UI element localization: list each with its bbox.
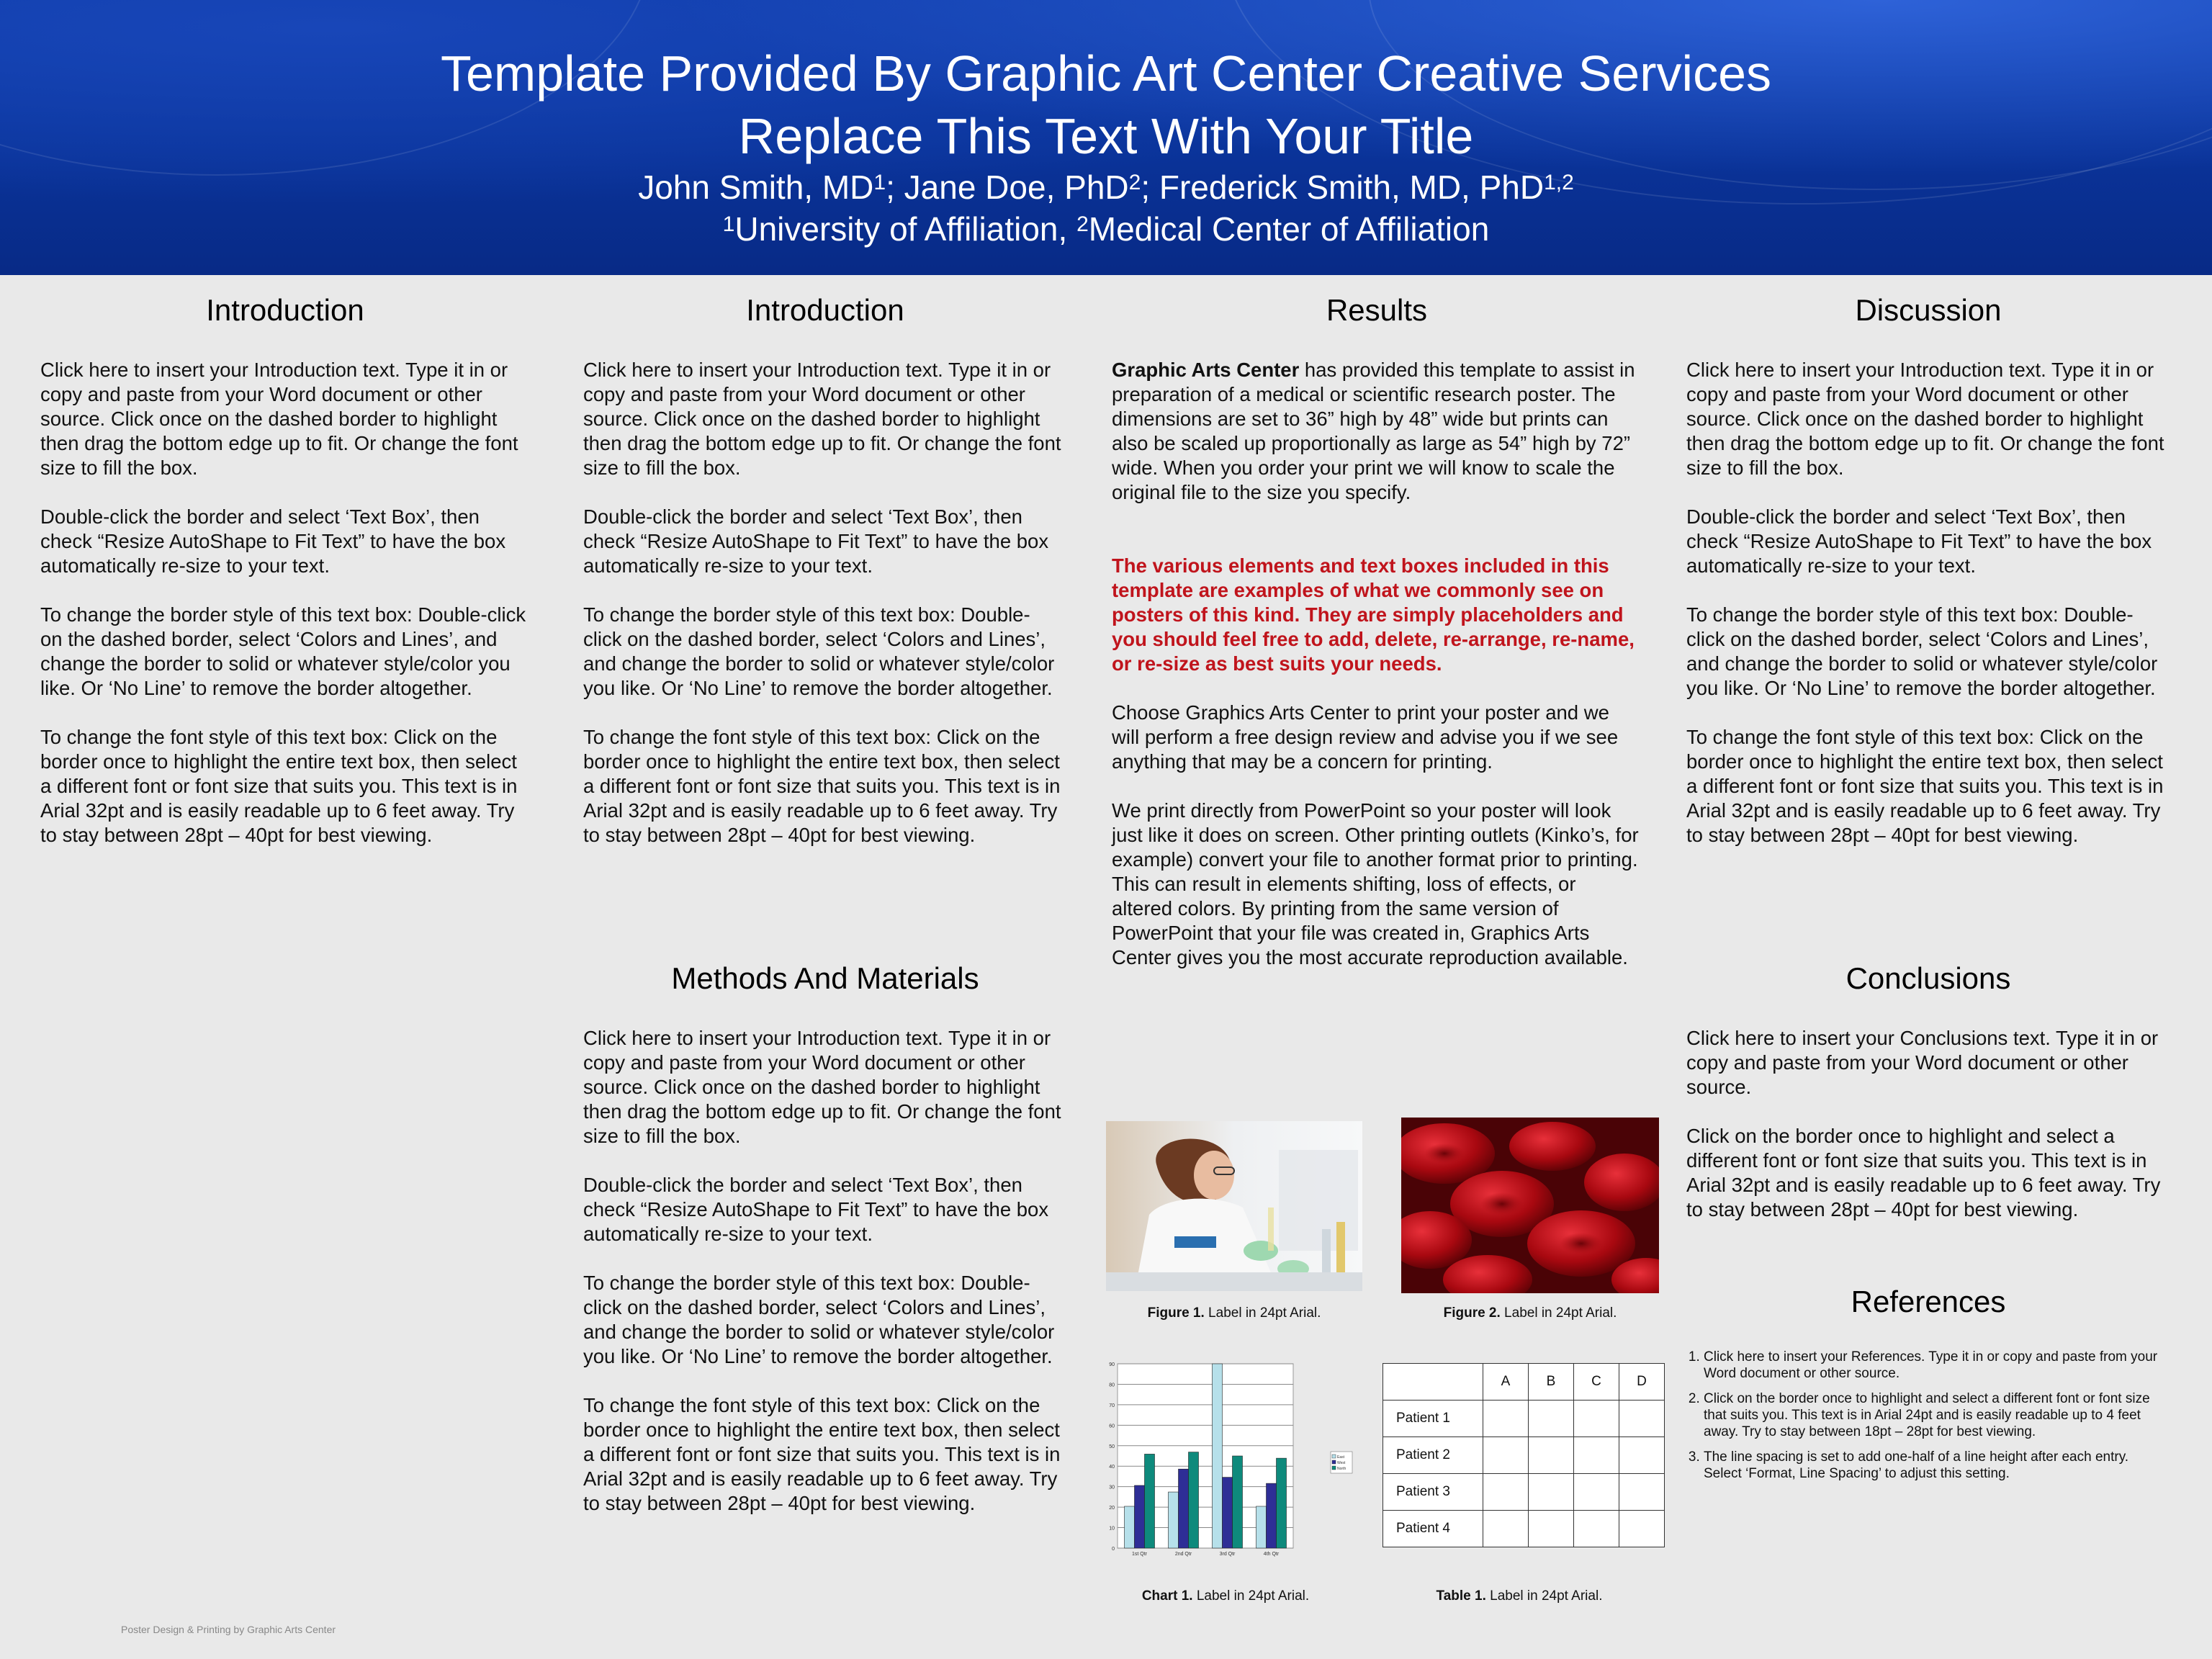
table-cell (1619, 1511, 1665, 1547)
chart-bar (1135, 1485, 1145, 1548)
col2-body[interactable] (583, 358, 1067, 872)
table-row (1383, 1401, 1665, 1437)
table-row-label: Patient 2 (1383, 1437, 1483, 1474)
affiliation-name: University of Affiliation (734, 210, 1058, 248)
author-sup: 2 (1128, 171, 1141, 194)
chart-bar (1169, 1492, 1179, 1548)
chart-legend-label: North (1337, 1467, 1346, 1471)
figure2-caption-text: Label in 24pt Arial. (1500, 1305, 1617, 1321)
chart-bar (1213, 1364, 1223, 1548)
chart-bar (1277, 1458, 1287, 1548)
chart-y-tick-label: 10 (1109, 1526, 1115, 1532)
results-heading: Results (1326, 293, 1428, 327)
col1-paragraph: Click here to insert your Introduction text. Type it in or copy and paste from your Word document or other source. Click once on the dashed border to highlight then drag the bottom edge up to fit. Or change the font size to fill the box. (40, 359, 518, 479)
chart-y-tick-label: 0 (1112, 1547, 1115, 1552)
table-cell (1529, 1437, 1574, 1474)
chart1-caption-label: Chart 1. (1141, 1588, 1193, 1604)
chart-y-tick-label: 20 (1109, 1506, 1115, 1511)
author-name: Jane Doe, PhD (904, 168, 1129, 206)
table-cell (1574, 1401, 1619, 1437)
author-sup: 1 (873, 171, 886, 194)
chart-bar (1189, 1452, 1199, 1548)
chart-legend-swatch (1332, 1460, 1336, 1464)
results-bold-name: Graphic Arts Center (1112, 359, 1300, 381)
col1-paragraph: Double-click the border and select ‘Text Box’, then check “Resize AutoShape to Fit Text” to have the box automatically re-size to your text. (40, 505, 506, 577)
results-paragraph: Choose Graphics Arts Center to print your poster and we will perform a free design review and advise you if we see anything that may be a concern for printing. (1112, 701, 1619, 773)
results-body[interactable] (1112, 358, 1642, 994)
col2-paragraph: Double-click the border and select ‘Text Box’, then check “Resize AutoShape to Fit Text” to have the box automatically re-size to your text. (583, 505, 1049, 577)
table-header-cell (1383, 1364, 1483, 1401)
conclusions-heading: Conclusions (1845, 961, 2011, 995)
chart-y-tick-label: 60 (1109, 1424, 1115, 1429)
table-cell (1619, 1437, 1665, 1474)
figure2-caption-label: Figure 2. (1443, 1305, 1501, 1321)
table-cell (1483, 1437, 1529, 1474)
affiliation-sep: , (1058, 210, 1077, 248)
chart1-container (1096, 1359, 1355, 1563)
col1-heading: Introduction (206, 293, 364, 327)
figure1-caption (1106, 1305, 1362, 1322)
poster-header (0, 0, 2212, 275)
authors-line (0, 166, 2212, 209)
chart-bar (1145, 1454, 1155, 1548)
results-red-note: The various elements and text boxes included in this template are examples of what we commonly see on posters of this kind. They are simply placeholders and you should feel free to add, delete, re-arrange, re-name, or re-size as best suits your needs. (1112, 554, 1635, 675)
conclusions-body[interactable] (1686, 1026, 2170, 1246)
table-cell (1619, 1401, 1665, 1437)
chart-bar (1256, 1506, 1267, 1548)
discussion-paragraph: To change the font style of this text box: Click on the border once to highlight the entire text box, then select a different font or font size that suits you. This text is in Arial 32pt and is easily readable up to 6 feet away. Try to stay between 28pt – 40pt for best viewing. (1686, 726, 2164, 846)
author-sup: 1,2 (1544, 171, 1574, 194)
table-row (1383, 1437, 1665, 1474)
chart-y-tick-label: 70 (1109, 1403, 1115, 1408)
lab-scientist-illustration (1106, 1121, 1362, 1291)
chart-legend-label: East (1337, 1455, 1345, 1460)
col2-heading: Introduction (746, 293, 904, 327)
col2-paragraph: To change the font style of this text box: Click on the border once to highlight the entire text box, then select a different font or font size that suits you. This text is in Arial 32pt and is easily readable up to 6 feet away. Try to stay between 28pt – 40pt for best viewing. (583, 726, 1061, 846)
table-cell (1529, 1511, 1574, 1547)
author-sep: ; (1141, 168, 1159, 206)
discussion-paragraph: To change the border style of this text box: Double-click on the dashed border, select ‘Colors and Lines’, and change the border to solid or whatever style/color you like. Or ‘No Line’ to remove the border altogether. (1686, 603, 2158, 699)
affiliations-line (0, 207, 2212, 251)
figure1-caption-text: Label in 24pt Arial. (1204, 1305, 1321, 1321)
chart-x-tick-label: 4th Qtr (1263, 1552, 1280, 1557)
discussion-paragraph: Click here to insert your Introduction text. Type it in or copy and paste from your Word document or other source. Click once on the dashed border to highlight then drag the bottom edge up to fit. Or change the font size to fill the box. (1686, 359, 2164, 479)
methods-body[interactable] (583, 1026, 1067, 1540)
col1-paragraph: To change the border style of this text box: Double-click on the dashed border, select ‘Colors and Lines’, and change the border to solid or whatever style/color you like. Or ‘No Line’ to remove the border altogether. (40, 603, 526, 699)
results-paragraph: We print directly from PowerPoint so your poster will look just like it does on screen. Other printing outlets (Kinko’s, for example) convert your file to another format prior to printing. This can result in elements shifting, loss of effects, or altered colors. By printing from the same version of PowerPoint that your file was created in, Graphics Arts Center gives you the most accurate reproduction available. (1112, 799, 1639, 968)
table1 (1382, 1363, 1665, 1547)
chart1 (1096, 1359, 1355, 1563)
chart1-caption (1096, 1588, 1355, 1605)
footer-credit: Poster Design & Printing by Graphic Arts Center (121, 1624, 336, 1635)
table-row-label: Patient 3 (1383, 1474, 1483, 1511)
reference-item: 1. Click here to insert your References. Type it in or copy and paste from your Word document or other source. (1704, 1349, 2170, 1382)
blood-cells-illustration (1401, 1118, 1659, 1293)
col1-paragraph: To change the font style of this text box: Click on the border once to highlight the entire text box, then select a different font or font size that suits you. This text is in Arial 32pt and is easily readable up to 6 feet away. Try to stay between 28pt – 40pt for best viewing. (40, 726, 518, 846)
table-cell (1574, 1474, 1619, 1511)
figure1-image (1106, 1121, 1362, 1291)
figure1-caption-label: Figure 1. (1147, 1305, 1205, 1321)
table-header-cell: D (1619, 1364, 1665, 1401)
table-cell (1483, 1511, 1529, 1547)
table-cell (1619, 1474, 1665, 1511)
chart-bar (1179, 1469, 1189, 1548)
results-paragraph-text: has provided this template to assist in preparation of a medical or scientific research poster. The dimensions are set to 36” high by 48” wide but prints can also be scaled up proportionally as large as 54” high by 72” wide. When you order your print we will know to scale the original file to the size you specify. (1112, 359, 1635, 503)
table-row-label: Patient 4 (1383, 1511, 1483, 1547)
chart-bar (1267, 1483, 1277, 1548)
discussion-body[interactable] (1686, 358, 2170, 872)
col2-paragraph: Click here to insert your Introduction text. Type it in or copy and paste from your Word document or other source. Click once on the dashed border to highlight then drag the bottom edge up to fit. Or change the font size to fill the box. (583, 359, 1061, 479)
table-header-cell: B (1529, 1364, 1574, 1401)
methods-heading: Methods And Materials (671, 961, 979, 995)
affiliation-sup: 2 (1076, 212, 1089, 236)
reference-item: 2. Click on the border once to highlight and select a different font or font size that suits you. This text is in Arial 24pt and is easily readable up to 4 feet away. Try to stay between 18pt – 28pt for best viewing. (1704, 1390, 2170, 1440)
table-cell (1574, 1437, 1619, 1474)
table-header-cell: C (1574, 1364, 1619, 1401)
results-paragraph (1112, 358, 1642, 505)
table-cell (1483, 1401, 1529, 1437)
chart-y-tick-label: 80 (1109, 1382, 1115, 1388)
chart-bar (1125, 1506, 1135, 1548)
discussion-heading: Discussion (1855, 293, 2002, 327)
figure2-caption (1401, 1305, 1659, 1322)
table1-caption (1382, 1588, 1656, 1605)
table-cell (1529, 1474, 1574, 1511)
table-cell (1529, 1401, 1574, 1437)
methods-paragraph: Double-click the border and select ‘Text Box’, then check “Resize AutoShape to Fit Text” to have the box automatically re-size to your text. (583, 1174, 1049, 1245)
col2-paragraph: To change the border style of this text box: Double-click on the dashed border, select ‘Colors and Lines’, and change the border to solid or whatever style/color you like. Or ‘No Line’ to remove the border altogether. (583, 603, 1055, 699)
chart-y-tick-label: 40 (1109, 1465, 1115, 1470)
table1-caption-text: Label in 24pt Arial. (1485, 1588, 1603, 1604)
table-cell (1483, 1474, 1529, 1511)
methods-paragraph: Click here to insert your Introduction text. Type it in or copy and paste from your Word document or other source. Click once on the dashed border to highlight then drag the bottom edge up to fit. Or change the font size to fill the box. (583, 1027, 1061, 1147)
references-list[interactable] (1686, 1349, 2170, 1491)
col1-body[interactable] (40, 358, 530, 872)
table-row (1383, 1474, 1665, 1511)
poster-title-line1: Template Provided By Graphic Art Center Creative Services (441, 45, 1771, 102)
chart-bar (1223, 1478, 1233, 1548)
chart-y-tick-label: 90 (1109, 1362, 1115, 1367)
chart-y-tick-label: 50 (1109, 1444, 1115, 1449)
figure2-image (1401, 1118, 1659, 1293)
chart-legend-swatch (1332, 1466, 1336, 1470)
table-row (1383, 1511, 1665, 1547)
table-header-cell: A (1483, 1364, 1529, 1401)
methods-paragraph: To change the border style of this text box: Double-click on the dashed border, select ‘Colors and Lines’, and change the border to solid or whatever style/color you like. Or ‘No Line’ to remove the border altogether. (583, 1272, 1055, 1367)
table1-caption-label: Table 1. (1436, 1588, 1486, 1604)
chart-x-tick-label: 1st Qtr (1131, 1552, 1148, 1557)
chart-x-tick-label: 2nd Qtr (1174, 1552, 1192, 1557)
chart-legend-swatch (1332, 1455, 1336, 1458)
author-name: John Smith, MD (638, 168, 874, 206)
poster-title-line2: Replace This Text With Your Title (738, 108, 1474, 164)
affiliation-sup: 1 (722, 212, 735, 236)
table-row-label: Patient 1 (1383, 1401, 1483, 1437)
chart-y-tick-label: 30 (1109, 1485, 1115, 1491)
methods-paragraph: To change the font style of this text box: Click on the border once to highlight the entire text box, then select a different font or font size that suits you. This text is in Arial 32pt and is easily readable up to 6 feet away. Try to stay between 28pt – 40pt for best viewing. (583, 1394, 1061, 1514)
discussion-paragraph: Double-click the border and select ‘Text Box’, then check “Resize AutoShape to Fit Text” to have the box automatically re-size to your text. (1686, 505, 2152, 577)
chart-legend-label: West (1337, 1461, 1346, 1465)
reference-item: 3. The line spacing is set to add one-half of a line height after each entry. Select ‘Format, Line Spacing’ to adjust this setting. (1704, 1449, 2170, 1482)
chart1-caption-text: Label in 24pt Arial. (1192, 1588, 1310, 1604)
chart-x-tick-label: 3rd Qtr (1219, 1552, 1236, 1557)
author-name: Frederick Smith, MD, PhD (1159, 168, 1545, 206)
chart-bar (1233, 1456, 1243, 1548)
table-header-row (1383, 1364, 1665, 1401)
conclusions-paragraph: Click here to insert your Conclusions text. Type it in or copy and paste from your Word document or other source. (1686, 1027, 2159, 1098)
table-cell (1574, 1511, 1619, 1547)
affiliation-name: Medical Center of Affiliation (1088, 210, 1490, 248)
conclusions-paragraph: Click on the border once to highlight and select a different font or font size that suits you. This text is in Arial 32pt and is easily readable up to 6 feet away. Try to stay between 28pt – 40pt for best viewing. (1686, 1125, 2161, 1220)
author-sep: ; (886, 168, 904, 206)
references-heading: References (1851, 1285, 2006, 1318)
